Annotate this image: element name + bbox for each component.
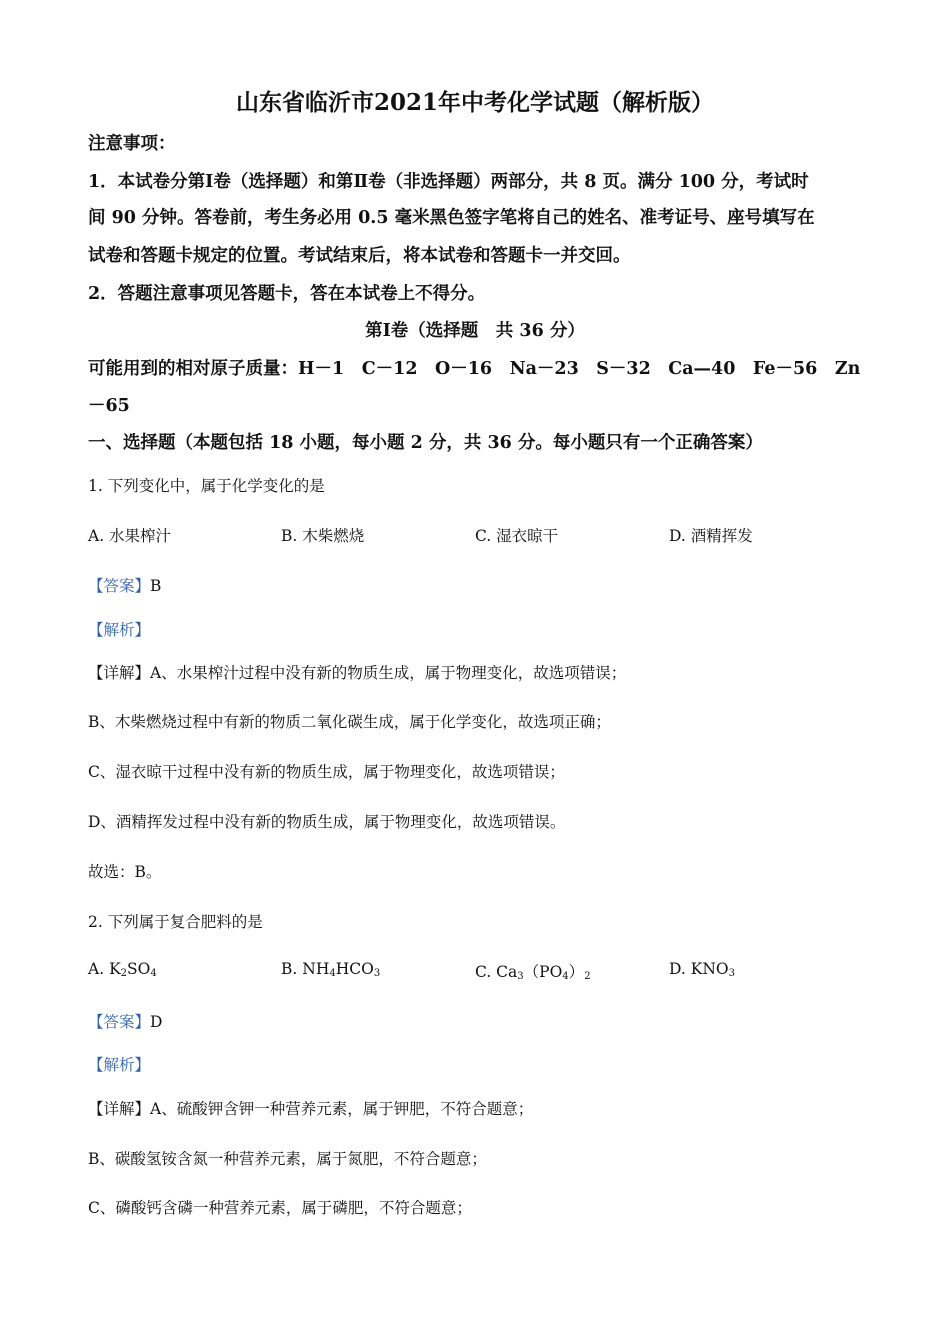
notice-item1-line3: 试卷和答题卡规定的位置。考试结束后，将本试卷和答题卡一并交回。: [88, 246, 631, 266]
q1-detail-b: B、木柴燃烧过程中有新的物质二氧化碳生成，属于化学变化，故选项正确；: [88, 713, 611, 731]
notice-heading: 注意事项：: [88, 134, 176, 154]
q1-option-b: B. 木柴燃烧: [281, 527, 365, 545]
page-title: 山东省临沂市2021年中考化学试题（解析版）: [235, 89, 714, 116]
notice-item2: 2．答题注意事项见答题卡，答在本试卷上不得分。: [88, 284, 486, 304]
q2-stem: 2. 下列属于复合肥料的是: [88, 913, 263, 931]
q1-detail-d: D、酒精挥发过程中没有新的物质生成，属于物理变化，故选项错误。: [88, 813, 566, 831]
atomic-mass-line1: 可能用到的相对原子质量：H－1 C－12 O－16 Na－23 S－32 Ca—40 Fe－56 Zn: [88, 359, 861, 379]
q2-option-c: C. $Ca_3(PO_4)_2$: [475, 963, 591, 982]
answer-label: 【答案】: [88, 1013, 151, 1031]
answer-value: D: [150, 1013, 163, 1031]
q2-detail-b: B、碳酸氢铵含氮一种营养元素，属于氮肥，不符合题意；: [88, 1150, 487, 1168]
q1-detail-c: C、湿衣晾干过程中没有新的物质生成，属于物理变化，故选项错误；: [88, 763, 565, 781]
atomic-mass-line2: －65: [88, 396, 130, 416]
q1-option-a: A. 水果榨汁: [88, 527, 172, 545]
q2-detail-c: C、磷酸钙含磷一种营养元素，属于磷肥，不符合题意；: [88, 1199, 472, 1217]
q2-analysis-label: 【解析】: [88, 1056, 151, 1074]
answer-value: B: [150, 577, 162, 595]
section-title: 第Ⅰ卷（选择题 共 36 分）: [365, 321, 585, 341]
q1-stem: 1. 下列变化中，属于化学变化的是: [88, 477, 325, 495]
q1-analysis-label: 【解析】: [88, 621, 151, 639]
q1-answer: [88, 574, 161, 596]
part1-heading: 一、选择题（本题包括 18 小题，每小题 2 分，共 36 分。每小题只有一个正确答案）: [88, 433, 763, 453]
q1-detail-a: 【详解】A、水果榨汁过程中没有新的物质生成，属于物理变化，故选项错误；: [88, 664, 627, 682]
notice-item1-line2: 间 90 分钟。答卷前，考生务必用 0.5 毫米黑色签字笔将自己的姓名、准考证号、座号填写在: [88, 208, 815, 228]
q2-answer: [88, 1010, 162, 1032]
q2-option-d: D. $KNO_3$: [669, 960, 735, 979]
q2-option-b: B. $NH_4HCO_3$: [281, 960, 381, 979]
q1-conclusion: 故选：B。: [88, 863, 162, 881]
q2-detail-a: 【详解】A、硫酸钾含钾一种营养元素，属于钾肥，不符合题意；: [88, 1100, 534, 1118]
q1-option-c: C. 湿衣晾干: [475, 527, 559, 545]
q2-option-a: A. $K_2SO_4$: [88, 960, 157, 979]
q1-option-d: D. 酒精挥发: [669, 527, 753, 545]
notice-item1-line1: 1．本试卷分第Ⅰ卷（选择题）和第Ⅱ卷（非选择题）两部分，共 8 页。满分 100 分，考试时: [88, 172, 809, 192]
answer-label: 【答案】: [88, 577, 151, 595]
